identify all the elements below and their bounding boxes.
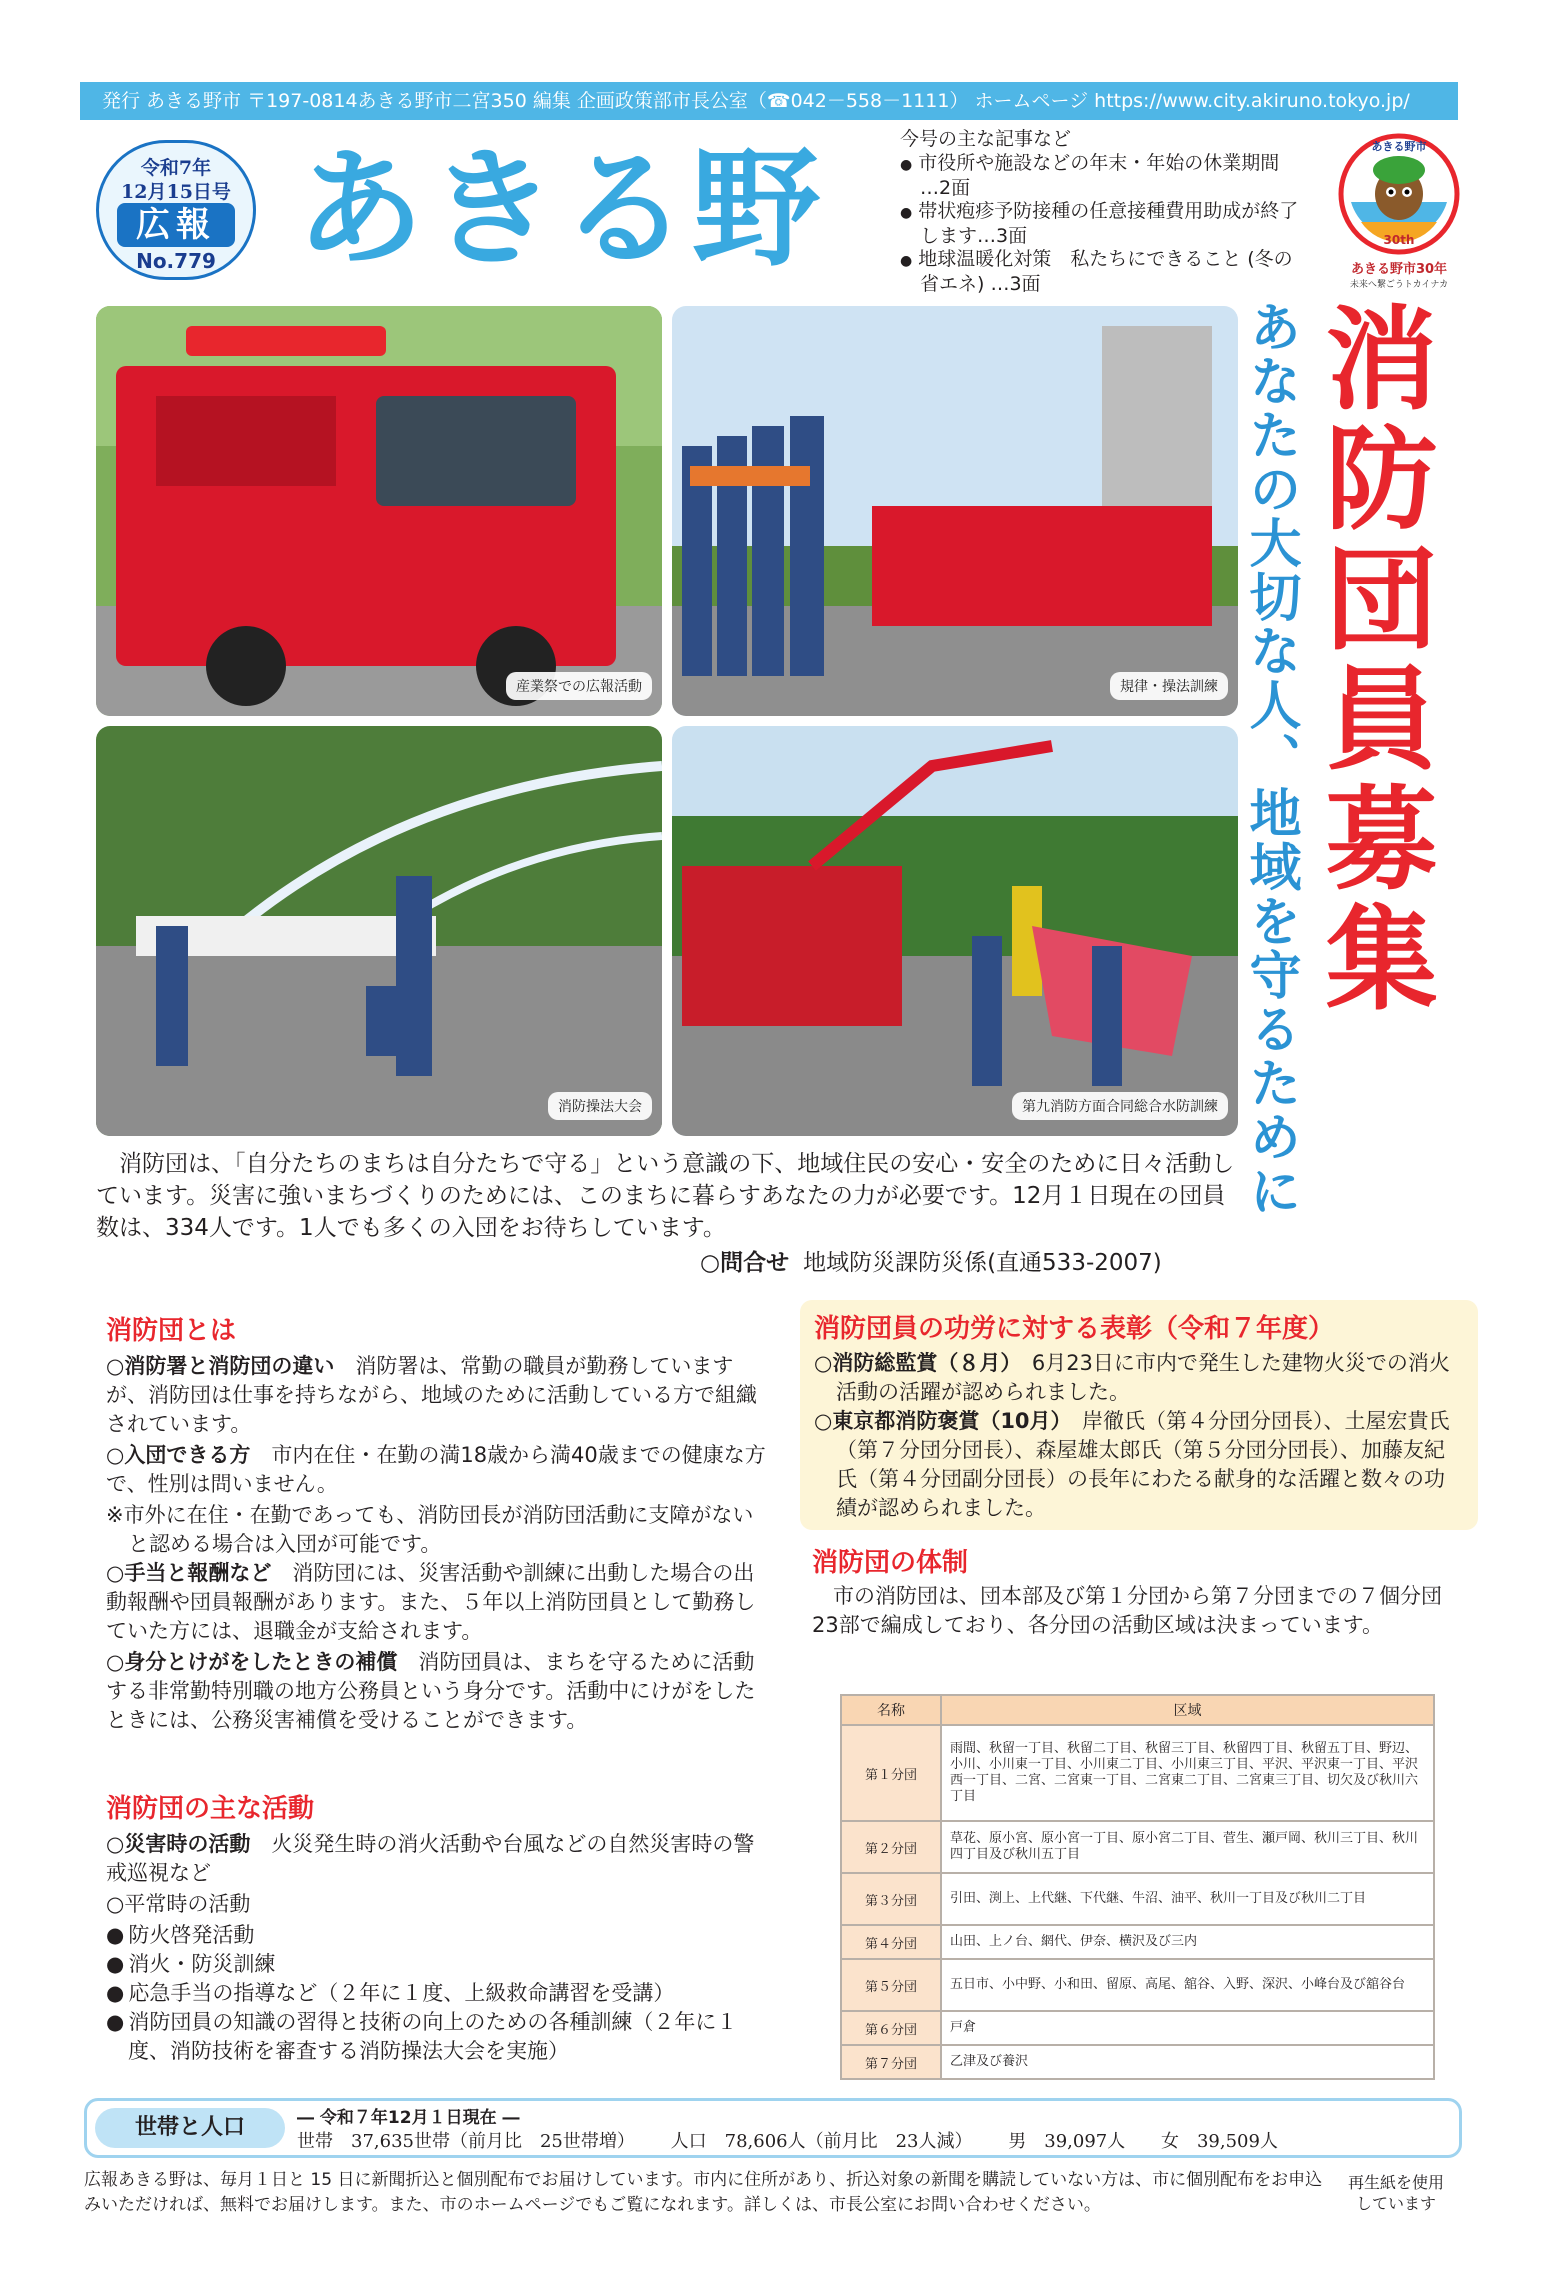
issue-number: No.779 <box>136 249 216 273</box>
photo-pump-competition <box>96 726 662 1136</box>
koho-label: 広報 <box>117 203 235 247</box>
table-header: 名称 <box>841 1695 941 1725</box>
table-cell: 乙津及び養沢 <box>941 2045 1434 2079</box>
logo-ring-text: あきる野市 <box>1371 140 1427 153</box>
photo-caption: 第九消防方面合同総合水防訓練 <box>1012 1092 1228 1120</box>
item-text: 消防団には、災害活動や訓練に出動した場合の出動報酬や団員報酬があります。また、５年以上消防団員として勤務していた方には、退職金が支給されます。 <box>106 1561 756 1643</box>
recycled-paper-note: 再生紙を使用しています <box>1347 2173 1444 2213</box>
recruitment-headline: 消防団員募集 <box>1307 300 1437 1020</box>
list-item: ● 消防団員の知識の習得と技術の向上のための各種訓練（２年に１度、消防技術を審査する消防操法大会を実施） <box>106 2008 766 2066</box>
list-item: ● 消火・防災訓練 <box>106 1950 766 1979</box>
toc-item: ● 地球温暖化対策 私たちにできること (冬の省エネ) …3面 <box>900 248 1300 296</box>
table-cell: 雨間、秋留一丁目、秋留二丁目、秋留三丁目、秋留四丁目、秋留五丁目、野辺、小川、小川東一丁目、小川東二丁目、小川東三丁目、平沢、平沢東一丁目、平沢西一丁目、二宮、二宮東一丁目、二宮東二丁目、二宮東三丁目、切欠及び秋川六丁目 <box>941 1725 1434 1821</box>
table-cell: 第３分団 <box>841 1873 941 1925</box>
district-table <box>840 1694 1435 2080</box>
awards-box <box>800 1300 1478 1530</box>
photo-flood-training <box>672 726 1238 1136</box>
table-of-contents <box>900 128 1300 296</box>
logo-30th-badge: 30th <box>1383 233 1415 247</box>
item-label: ○身分とけがをしたときの補償 <box>106 1650 398 1674</box>
issue-badge <box>96 140 256 280</box>
recruitment-subheadline: あなたの大切な人、地域を守るために <box>1240 300 1300 1218</box>
toc-item: ● 市役所や施設などの年末・年始の休業期間 …2面 <box>900 152 1300 200</box>
section-title-activities: 消防団の主な活動 <box>106 1794 315 1824</box>
table-cell: 第２分団 <box>841 1821 941 1873</box>
census-figures <box>297 2127 1308 2153</box>
structure-paragraph: 市の消防団は、団本部及び第１分団から第７分団までの７個分団23部で編成しており、各分団の活動区域は決まっています。 <box>812 1584 1442 1637</box>
toc-item: ● 帯状疱疹予防接種の任意接種費用助成が終了します…3面 <box>900 200 1300 248</box>
list-item: ● 防火啓発活動 <box>106 1921 766 1950</box>
table-row <box>841 1873 1434 1925</box>
table-row <box>841 2045 1434 2079</box>
award-label: ○東京都消防褒賞（10月） <box>814 1409 1062 1433</box>
table-cell: 引田、渕上、上代継、下代継、牛沼、油平、秋川一丁目及び秋川二丁目 <box>941 1873 1434 1925</box>
table-cell: 五日市、小中野、小和田、留原、高尾、舘谷、入野、深沢、小峰台及び舘谷台 <box>941 1959 1434 2011</box>
logo-caption: あきる野市30年 <box>1350 262 1448 277</box>
award-text: 岸徹氏（第４分団分団長）、土屋宏貴氏（第７分団分団長）、森屋雄太郎氏（第５分団分団長）、加藤友紀氏（第４分団副分団長）の長年にわたる献身的な活躍と数々の功績が認められました。 <box>836 1409 1450 1520</box>
census-households: 世帯 37,635世帯（前月比 25世帯増） <box>297 2131 635 2152</box>
table-cell: 草花、原小宮、原小宮一丁目、原小宮二丁目、菅生、瀬戸岡、秋川三丁目、秋川四丁目及び秋川五丁目 <box>941 1821 1434 1873</box>
table-cell: 第７分団 <box>841 2045 941 2079</box>
list-item: ● 応急手当の指導など（２年に１度、上級救命講習を受講） <box>106 1979 766 2008</box>
census-title: 世帯と人口 <box>95 2108 285 2148</box>
eligibility-note: ※市外に在住・在勤であっても、消防団長が消防団活動に支障がないと認める場合は入団が可能です。 <box>106 1503 754 1556</box>
table-cell: 第６分団 <box>841 2011 941 2045</box>
census-male: 男 39,097人 <box>1008 2131 1126 2152</box>
section-title-structure: 消防団の体制 <box>812 1548 969 1578</box>
about-section <box>106 1352 766 1737</box>
table-row <box>841 2011 1434 2045</box>
photo-caption: 規律・操法訓練 <box>1110 672 1228 700</box>
item-label: ○災害時の活動 <box>106 1832 251 1856</box>
table-cell: 山田、上ノ台、網代、伊奈、横沢及び三内 <box>941 1925 1434 1959</box>
table-cell: 第１分団 <box>841 1725 941 1821</box>
award-label: ○消防総監賞（８月） <box>814 1351 1011 1375</box>
table-header: 区域 <box>941 1695 1434 1725</box>
photo-industry-festival <box>96 306 662 716</box>
table-row <box>841 1959 1434 2011</box>
section-title-about: 消防団とは <box>106 1316 237 1346</box>
item-text: 市内在住・在勤の満18歳から満40歳までの健康な方で、性別は問いません。 <box>106 1443 766 1496</box>
contact-line <box>700 1244 1162 1277</box>
item-label: ○手当と報酬など <box>106 1561 272 1585</box>
photo-drill-training <box>672 306 1238 716</box>
intro-paragraph: 消防団は、「自分たちのまちは自分たちで守る」という意識の下、地域住民の安心・安全のために日々活動しています。災害に強いまちづくりのためには、このまちに暮らすあなたの力が必要です。12月１日現在の団員数は、334人です。1人でも多くの入団をお待ちしています。 <box>96 1151 1235 1241</box>
logo-slogan: 未来へ繋ごうトカイナカ <box>1349 280 1449 290</box>
contact-label: ○問合せ <box>700 1250 790 1276</box>
publisher-bar: 発行 あきる野市 〒197-0814あきる野市二宮350 編集 企画政策部市長公室（☎042－558－1111） ホームページ https://www.city.akiruno.tokyo.jp/ <box>80 82 1458 120</box>
contact-value: 地域防災課防災係(直通533-2007) <box>803 1250 1162 1276</box>
toc-heading: 今号の主な記事など <box>900 128 1072 150</box>
item-label: ○平常時の活動 <box>106 1892 251 1916</box>
item-label: ○消防署と消防団の違い <box>106 1354 335 1378</box>
activities-section <box>106 1830 766 2066</box>
census-female: 女 39,509人 <box>1160 2131 1278 2152</box>
masthead-title: あきる野 <box>296 135 825 284</box>
census-date: ― 令和７年12月１日現在 ― <box>297 2108 520 2128</box>
table-row <box>841 1725 1434 1821</box>
table-row <box>841 1925 1434 1959</box>
section-title-awards: 消防団員の功労に対する表彰（令和７年度） <box>814 1314 1335 1344</box>
issue-era: 令和7年 <box>140 157 212 179</box>
city-30th-logo <box>1335 132 1463 292</box>
mascot-logo-icon <box>1337 132 1461 256</box>
item-label: ○入団できる方 <box>106 1443 251 1467</box>
item-text: 消防署は、常勤の職員が勤務していますが、消防団は仕事を持ちながら、地域のために活動している方で組織されています。 <box>106 1354 757 1436</box>
item-text: 消防団員は、まちを守るために活動する非常勤特別職の地方公務員という身分です。活動中にけがをしたときには、公務災害補償を受けることができます。 <box>106 1650 756 1732</box>
census-population: 人口 78,606人（前月比 23人減） <box>670 2131 973 2152</box>
census-box <box>84 2098 1462 2158</box>
award-text: 6月23日に市内で発生した建物火災での消火活動の活躍が認められました。 <box>836 1351 1450 1404</box>
item-text: 火災発生時の消火活動や台風などの自然災害時の警戒巡視など <box>106 1832 755 1885</box>
photo-caption: 産業祭での広報活動 <box>506 672 652 700</box>
table-cell: 戸倉 <box>941 2011 1434 2045</box>
table-row <box>841 1821 1434 1873</box>
photo-caption: 消防操法大会 <box>548 1092 652 1120</box>
distribution-note: 広報あきる野は、毎月１日と 15 日に新聞折込と個別配布でお届けしています。市内に住所があり、折込対象の新聞を購読していない方は、市に個別配布をお申込みいただければ、無料でお届けします。また、市のホームページでもご覧になれます。詳しくは、市長公室にお問い合わせください。 <box>84 2170 1323 2215</box>
table-cell: 第４分団 <box>841 1925 941 1959</box>
table-cell: 第５分団 <box>841 1959 941 2011</box>
issue-date: 12月15日号 <box>121 181 231 203</box>
